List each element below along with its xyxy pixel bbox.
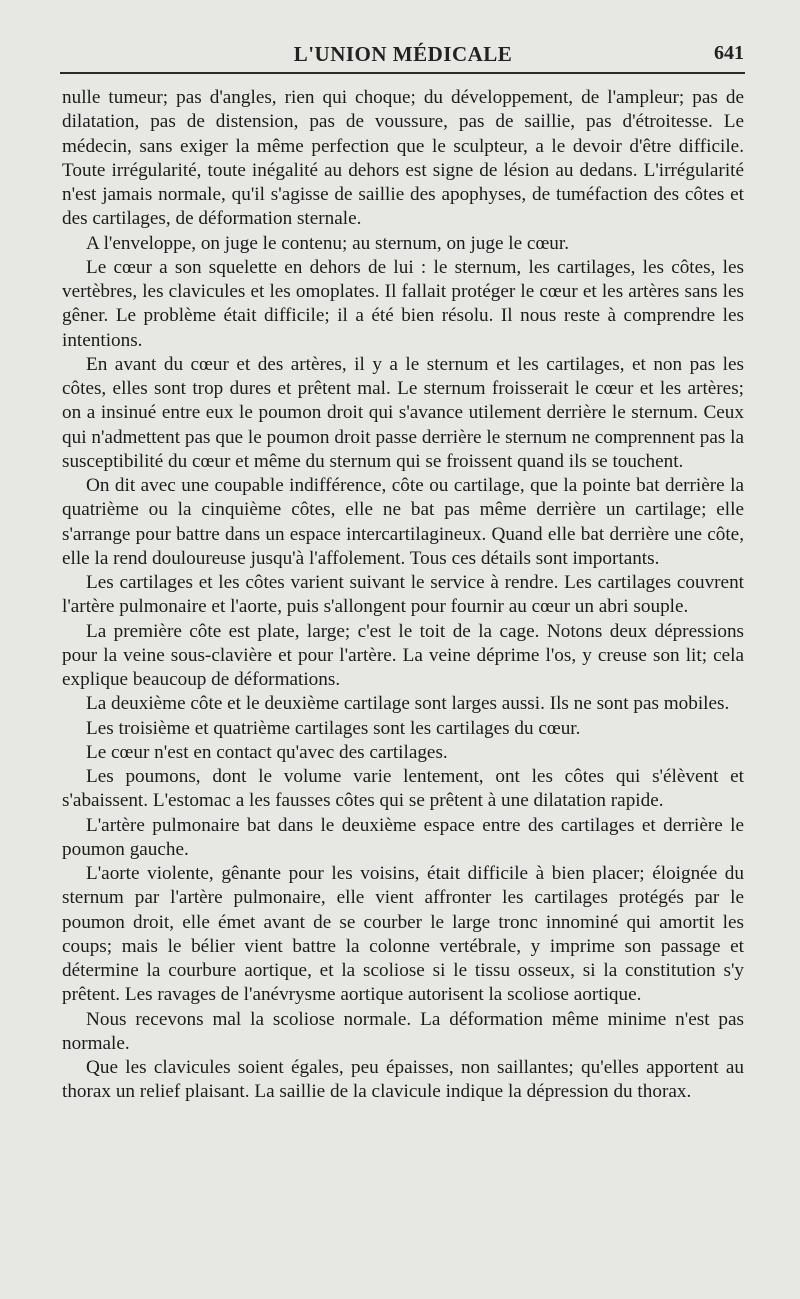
page-number: 641 bbox=[714, 42, 744, 64]
paragraph: En avant du cœur et des artères, il y a le sternum et les cartilages, et non pas les côtes, elles sont trop dures et prêtent mal. Le sternum froisserait le cœur et les artères; on a insinué entre eux le poumon droit qui s'avance utilement derrière le sternum. Ceux qui n'admettent pas que le poumon droit passe derrière le sternum ne comprennent pas la susceptibilité du cœur et même du sternum qui se froissent quand ils se touchent. bbox=[62, 353, 744, 472]
paragraph: Les troisième et quatrième cartilages sont les cartilages du cœur. bbox=[86, 717, 581, 739]
paragraph: Le cœur a son squelette en dehors de lui : le sternum, les cartilages, les côtes, les vertèbres, les clavicules et les omoplates. Il fallait protéger le cœur et les artères sans les gêner. Le problème était difficile; il a été bien résolu. Il nous reste à comprendre les intentions. bbox=[62, 256, 744, 351]
header-rule bbox=[60, 72, 745, 74]
paragraph: Les cartilages et les côtes varient suivant le service à rendre. Les cartilages couvrent l'artère pulmonaire et l'aorte, puis s'allongent pour fournir au cœur un abri souple. bbox=[62, 572, 744, 618]
paragraph: nulle tumeur; pas d'angles, rien qui choque; du développement, de l'ampleur; pas de dilatation, pas de distension, pas de voussure, pas de saillie, pas d'étroitesse. Le médecin, sans exiger la même perfection que le sculpteur, a le devoir d'être difficile. Toute irrégularité, toute inégalité au dehors est signe de lésion au dedans. L'irrégularité n'est jamais normale, qu'il s'agisse de saillie des apophyses, de tuméfaction des côtes et des cartilages, de déformation sternale. bbox=[62, 87, 744, 230]
paragraph: Le cœur n'est en contact qu'avec des cartilages. bbox=[86, 741, 448, 763]
paragraph: Que les clavicules soient égales, peu épaisses, non saillantes; qu'elles apportent au thorax un relief plaisant. La saillie de la clavicule indique la dépression du thorax. bbox=[62, 1057, 744, 1103]
paragraph: La première côte est plate, large; c'est le toit de la cage. Notons deux dépressions pour la veine sous-clavière et pour l'artère. La veine déprime l'os, y creuse son lit; cela explique beaucoup de déformations. bbox=[62, 620, 744, 690]
paragraph: L'aorte violente, gênante pour les voisins, était difficile à bien placer; éloignée du sternum par l'artère pulmonaire, elle vient affronter les cartilages protégés par le poumon droit, elle émet avant de se courber le large tronc innominé qui amortit les coups; mais le bélier vient battre la colonne vertébrale, y imprime son passage et détermine la courbure aortique, et la scoliose si le tissu osseux, si la constitution s'y prêtent. Les ravages de l'anévrysme aortique autorisent la scoliose aortique. bbox=[62, 863, 744, 1006]
paragraph: A l'enveloppe, on juge le contenu; au sternum, on juge le cœur. bbox=[86, 232, 570, 254]
running-title: L'UNION MÉDICALE bbox=[293, 42, 513, 66]
body-text bbox=[62, 86, 744, 1105]
paragraph: L'artère pulmonaire bat dans le deuxième espace entre des cartilages et derrière le poumon gauche. bbox=[62, 814, 744, 860]
paragraph: Les poumons, dont le volume varie lentement, ont les côtes qui s'élèvent et s'abaissent. L'estomac a les fausses côtes qui se prêtent à une dilatation rapide. bbox=[62, 766, 744, 812]
paragraph: On dit avec une coupable indifférence, côte ou cartilage, que la pointe bat derrière la quatrième ou la cinquième côtes, elle ne bat pas même derrière un cartilage; elle s'arrange pour battre dans un espace intercartilagineux. Quand elle bat derrière une côte, elle la rend douloureuse jusqu'à l'affolement. Tous ces détails sont importants. bbox=[62, 475, 744, 569]
paragraph: Nous recevons mal la scoliose normale. La déformation même minime n'est pas normale. bbox=[62, 1008, 744, 1054]
paragraph: La deuxième côte et le deuxième cartilage sont larges aussi. Ils ne sont pas mobiles. bbox=[86, 693, 730, 715]
page-header bbox=[62, 42, 744, 72]
